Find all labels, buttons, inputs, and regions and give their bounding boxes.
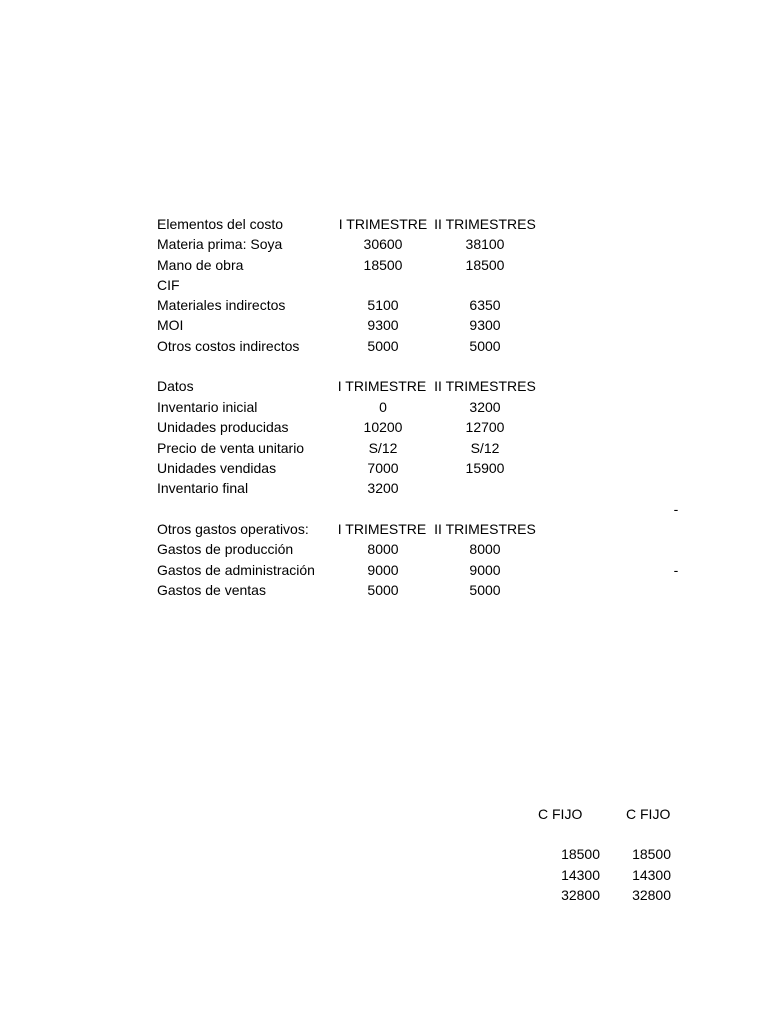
row-label: Gastos de administración: [157, 562, 315, 578]
datos-header-row: [0, 376, 768, 396]
costos-header-q1: I TRIMESTRE: [338, 216, 428, 232]
datos-row: [0, 438, 768, 458]
q1-value: 18500: [363, 257, 403, 273]
gastos-header-q1: I TRIMESTRE: [337, 521, 427, 537]
q2-value: S/12: [470, 440, 500, 456]
dash-row: [0, 499, 768, 519]
costos-row: [0, 255, 768, 275]
costo-fijo-value-1: 32800: [561, 887, 600, 903]
row-label: Gastos de ventas: [157, 582, 266, 598]
row-label: Mano de obra: [157, 257, 244, 273]
row-label: Unidades vendidas: [157, 460, 277, 476]
row-label: Gastos de producción: [157, 541, 294, 557]
gastos-header-q2: II TRIMESTRES: [434, 521, 536, 537]
costo-fijo-header-2: C FIJO: [626, 806, 671, 822]
gastos-header-label: Otros gastos operativos:: [157, 521, 309, 537]
q1-value: S/12: [368, 440, 398, 456]
datos-row: [0, 458, 768, 478]
q1-value: 8000: [367, 541, 399, 557]
datos-header-q2: II TRIMESTRES: [434, 378, 536, 394]
costo-fijo-header-1: C FIJO: [538, 806, 583, 822]
q1-value: 0: [379, 399, 387, 415]
dash-mark: -: [673, 562, 679, 578]
q1-value: 5000: [367, 582, 399, 598]
costo-fijo-value-2: 18500: [632, 846, 671, 862]
row-label: Precio de venta unitario: [157, 440, 305, 456]
gastos-row: [0, 539, 768, 559]
costo-fijo-value-2: 14300: [632, 867, 671, 883]
datos-row: [0, 417, 768, 437]
costos-header-label: Elementos del costo: [157, 216, 284, 232]
costo-fijo-row: [0, 885, 768, 905]
q1-value: 9000: [367, 562, 399, 578]
dash-mark: -: [673, 501, 679, 517]
q1-value: 5100: [367, 297, 399, 313]
q2-value: 5000: [469, 338, 501, 354]
row-label: Inventario inicial: [157, 399, 258, 415]
gastos-header-row: [0, 519, 768, 539]
row-label: Inventario final: [157, 480, 249, 496]
q2-value: 8000: [469, 541, 501, 557]
costo-fijo-value-1: 14300: [561, 867, 600, 883]
costo-fijo-row: [0, 844, 768, 864]
costo-fijo-header-row: [0, 804, 768, 824]
row-label: MOI: [157, 317, 184, 333]
row-label: CIF: [157, 277, 180, 293]
datos-row: [0, 397, 768, 417]
q1-value: 9300: [367, 317, 399, 333]
q2-value: 18500: [465, 257, 505, 273]
row-label: Otros costos indirectos: [157, 338, 300, 354]
row-label: Unidades producidas: [157, 419, 289, 435]
costo-fijo-value-1: 18500: [561, 846, 600, 862]
costo-fijo-value-2: 32800: [632, 887, 671, 903]
q1-value: 3200: [367, 480, 399, 496]
q2-value: 9300: [469, 317, 501, 333]
row-label: Materia prima: Soya: [157, 236, 283, 252]
costos-row: [0, 295, 768, 315]
costos-header-row: [0, 214, 768, 234]
q2-value: 5000: [469, 582, 501, 598]
q1-value: 5000: [367, 338, 399, 354]
gastos-row: [0, 580, 768, 600]
q2-value: 3200: [469, 399, 501, 415]
q1-value: 10200: [363, 419, 403, 435]
datos-header-label: Datos: [157, 378, 194, 394]
costos-row: [0, 336, 768, 356]
costo-fijo-row: [0, 865, 768, 885]
q1-value: 7000: [367, 460, 399, 476]
costos-row: [0, 234, 768, 254]
gastos-row: [0, 560, 768, 580]
costos-header-q2: II TRIMESTRES: [434, 216, 536, 232]
costos-row: [0, 315, 768, 335]
row-label: Materiales indirectos: [157, 297, 286, 313]
q2-value: 9000: [469, 562, 501, 578]
q2-value: 15900: [465, 460, 505, 476]
q2-value: 6350: [469, 297, 501, 313]
datos-header-q1: I TRIMESTRE: [337, 378, 427, 394]
q2-value: 12700: [465, 419, 505, 435]
costos-row: [0, 275, 768, 295]
q2-value: 38100: [465, 236, 505, 252]
datos-row: [0, 478, 768, 498]
q1-value: 30600: [363, 236, 403, 252]
